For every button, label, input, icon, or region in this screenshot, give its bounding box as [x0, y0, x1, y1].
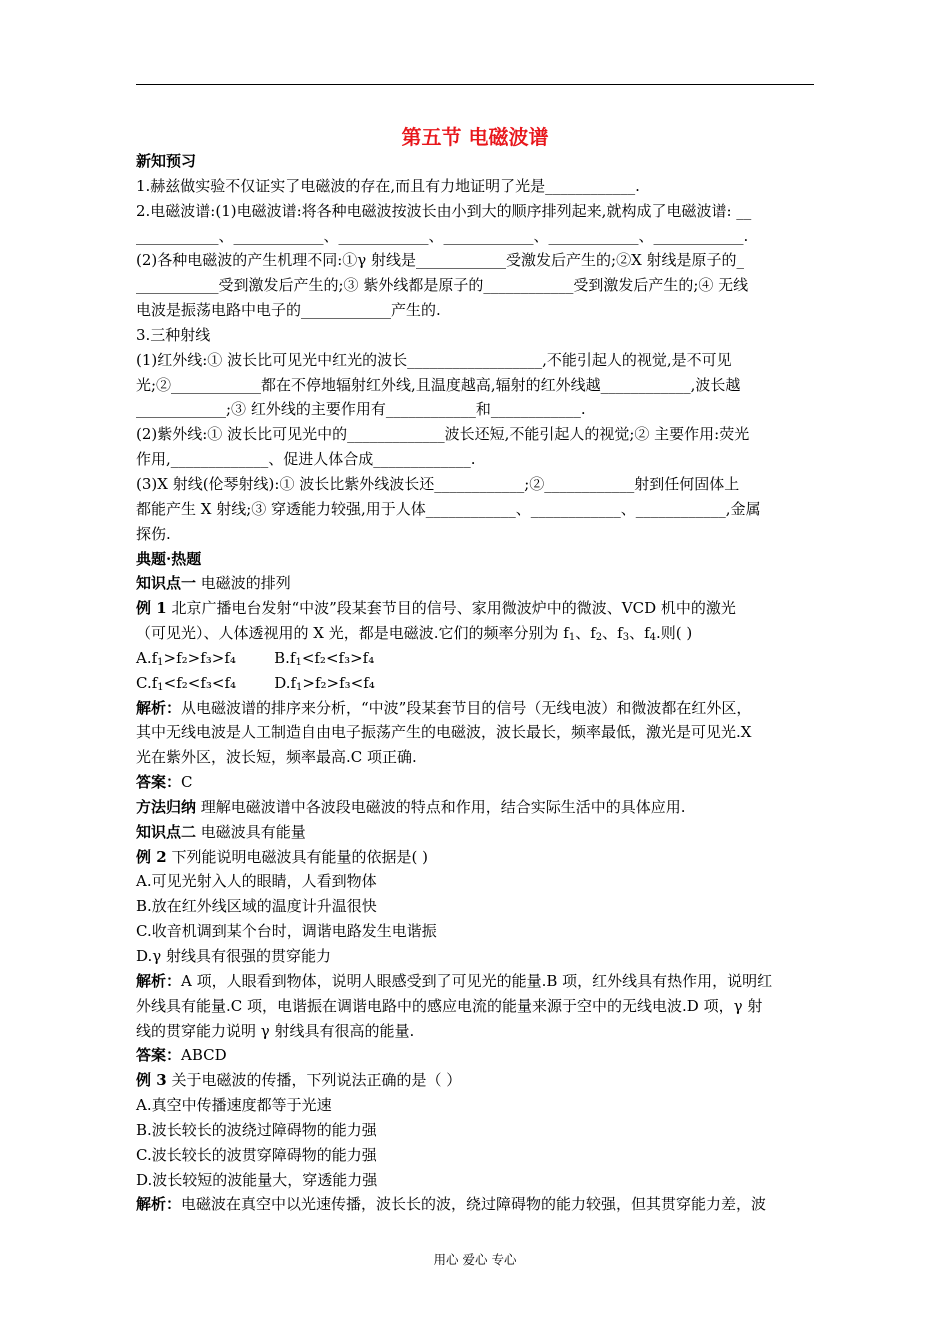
kp2-text: 电磁波具有能量 — [200, 822, 306, 841]
preview-line: 探伤. — [136, 524, 171, 543]
answer-label: 答案： — [136, 1046, 182, 1065]
preview-line: ___________、____________、____________、____________、____________、____________. — [136, 226, 749, 245]
preview-line: ____________;③ 红外线的主要作用有____________和____________. — [136, 400, 586, 419]
example-1-options-ab — [136, 646, 816, 671]
header-rule — [136, 84, 814, 85]
preview-line: ___________受到激发后产生的;③ 紫外线都是原子的____________受到激发后产生的;④ 无线 — [136, 276, 749, 295]
option-c: C.f — [136, 673, 158, 692]
analysis-text: A 项，人眼看到物体，说明人眼感受到了可见光的能量.B 项，红外线具有热作用，说明红 — [181, 971, 773, 990]
sub: 1 — [568, 632, 576, 644]
sub: 1 — [295, 656, 302, 668]
analysis-label: 解析： — [136, 1195, 182, 1214]
sep: 、f — [629, 624, 650, 643]
preview-line: 电波是振荡电路中电子的____________产生的. — [136, 301, 441, 320]
sep: 、f — [602, 624, 623, 643]
example-2-analysis-3: 线的贯穿能力说明 γ 射线具有很高的能量. — [136, 1021, 415, 1040]
example-1-analysis-1 — [136, 696, 816, 721]
sep: 、f — [575, 624, 596, 643]
ex2-label: 例 2 — [136, 847, 167, 866]
ex1-line1: 北京广播电台发射“中波”段某套节目的信号、家用微波炉中的微波、VCD 机中的激光 — [171, 599, 736, 618]
method-text: 理解电磁波谱中各波段电磁波的特点和作用，结合实际生活中的具体应用. — [200, 797, 686, 816]
example-3-option-b: B.波长较长的波绕过障碍物的能力强 — [136, 1120, 377, 1139]
preview-line: (1)红外线:① 波长比可见光中红光的波长__________________,不能引起人的视觉,是不可见 — [136, 350, 732, 369]
ex1-line2: （可见光）、人体透视用的 X 光，都是电磁波.它们的频率分别为 f — [136, 624, 569, 643]
preview-line: 2.电磁波谱:(1)电磁波谱:将各种电磁波按波长由小到大的顺序排列起来,就构成了电磁波谱: __ — [136, 201, 752, 220]
option-a: A.f — [136, 648, 158, 667]
analysis-text: 从电磁波谱的排序来分析，“中波”段某套节目的信号（无线电波）和微波都在红外区， — [181, 698, 752, 717]
example-2-answer — [136, 1043, 816, 1068]
kp2-label: 知识点二 — [136, 822, 197, 841]
option-b: B.f — [274, 648, 296, 667]
ex3-stem-text: 关于电磁波的传播，下列说法正确的是（ ） — [171, 1071, 462, 1090]
preview-line: 都能产生 X 射线;③ 穿透能力较强,用于人体____________、____________、____________,金属 — [136, 499, 761, 518]
sub: 1 — [157, 681, 164, 693]
preview-line: (3)X 射线(伦琴射线):① 波长比紫外线波长还____________;②____________射到任何固体上 — [136, 474, 740, 493]
section-heading-preview: 新知预习 — [136, 152, 197, 170]
preview-line: (2)各种电磁波的产生机理不同:①γ 射线是____________受激发后产生的;②X 射线是原子的_ — [136, 251, 745, 270]
sub: 1 — [157, 656, 164, 668]
analysis-label: 解析： — [136, 698, 182, 717]
ex3-label: 例 3 — [136, 1071, 167, 1090]
example-3-option-c: C.波长较长的波贯穿障碍物的能力强 — [136, 1145, 377, 1164]
example-2-analysis-1 — [136, 969, 816, 994]
preview-line: (2)紫外线:① 波长比可见光中的_____________波长还短,不能引起人的视觉;② 主要作用:荧光 — [136, 425, 750, 444]
preview-line: 1.赫兹做实验不仅证实了电磁波的存在,而且有力地证明了光是____________. — [136, 176, 640, 195]
knowledge-point-1 — [136, 571, 816, 596]
example-3-analysis — [136, 1192, 816, 1217]
example-1-answer — [136, 770, 816, 795]
sub: 4 — [649, 632, 656, 644]
ex1-line2-end: .则( ) — [656, 624, 693, 643]
sub: 3 — [622, 632, 630, 644]
sub: 2 — [595, 632, 603, 644]
example-3-stem — [136, 1068, 816, 1093]
example-1-analysis-3: 光在紫外区，波长短，频率最高.C 项正确. — [136, 748, 417, 767]
example-2-option-c: C.收音机调到某个台时，调谐电路发生电谐振 — [136, 922, 437, 941]
example-2-option-a: A.可见光射入人的眼睛，人看到物体 — [136, 872, 377, 891]
option-a-tail: >f₂>f₃>f₄ — [163, 648, 236, 667]
example-1-method — [136, 795, 816, 820]
answer-label: 答案： — [136, 773, 182, 792]
analysis-label: 解析： — [136, 971, 182, 990]
example-2-option-b: B.放在红外线区域的温度计升温很快 — [136, 897, 377, 916]
analysis-text: 电磁波在真空中以光速传播，波长长的波，绕过障碍物的能力较强，但其贯穿能力差，波 — [181, 1195, 767, 1214]
section-heading-typical: 典题·热题 — [136, 549, 202, 568]
kp1-text: 电磁波的排列 — [200, 574, 291, 593]
preview-lines — [136, 174, 816, 547]
option-b-tail: <f₂<f₃>f₄ — [301, 648, 375, 667]
preview-line: 作用,_____________、促进人体合成_____________. — [136, 450, 476, 469]
example-3-option-d: D.波长较短的波能量大，穿透能力强 — [136, 1170, 378, 1189]
example-1-options-cd — [136, 671, 816, 696]
preview-line: 3.三种射线 — [136, 325, 211, 344]
page-footer: 用心 爱心 专心 — [433, 1252, 517, 1267]
sub: 1 — [296, 681, 303, 693]
example-1-stem-line2 — [136, 621, 816, 646]
page-title: 第五节 电磁波谱 — [401, 125, 549, 149]
answer-text: C — [181, 773, 193, 792]
document-body — [136, 149, 816, 1217]
option-d-tail: >f₂>f₃<f₄ — [302, 673, 375, 692]
example-2-option-d: D.γ 射线具有很强的贯穿能力 — [136, 947, 331, 965]
option-c-tail: <f₂<f₃<f₄ — [163, 673, 237, 692]
preview-line: 光;②____________都在不停地辐射红外线,且温度越高,辐射的红外线越____________,波长越 — [136, 375, 741, 394]
knowledge-point-2 — [136, 820, 816, 845]
example-2-analysis-2: 外线具有能量.C 项，电谐振在调谐电路中的感应电流的能量来源于空中的无线电波.D 项，γ 射 — [136, 996, 763, 1015]
example-2-stem — [136, 845, 816, 870]
example-1-analysis-2: 其中无线电波是人工制造自由电子振荡产生的电磁波，波长最长，频率最低，激光是可见光.X — [136, 723, 752, 742]
ex2-stem-text: 下列能说明电磁波具有能量的依据是( ) — [171, 847, 428, 866]
ex1-label: 例 1 — [136, 599, 167, 618]
method-label: 方法归纳 — [136, 797, 197, 816]
option-d: D.f — [274, 673, 297, 692]
answer-text: ABCD — [181, 1046, 227, 1065]
example-1-stem — [136, 596, 816, 621]
example-3-option-a: A.真空中传播速度都等于光速 — [136, 1096, 332, 1115]
kp1-label: 知识点一 — [136, 574, 197, 593]
